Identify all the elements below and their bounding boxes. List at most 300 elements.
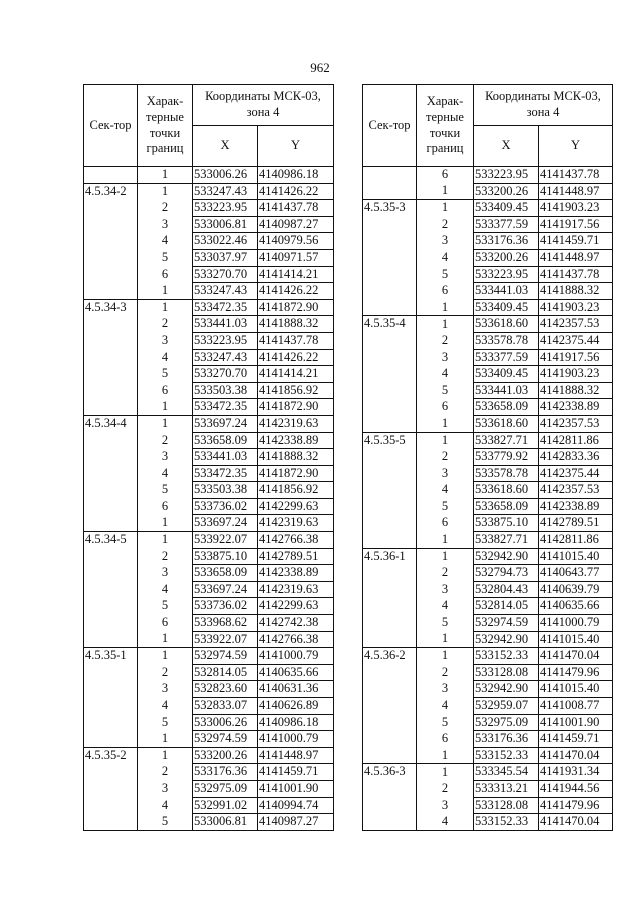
table-row: [363, 681, 613, 698]
table-row: [363, 747, 613, 764]
sector-cell: [84, 332, 138, 349]
point-cell: 5: [417, 266, 474, 283]
table-row: [84, 233, 334, 250]
x-cell: 533472.35: [193, 399, 258, 416]
x-cell: 533006.26: [193, 714, 258, 731]
x-cell: 533128.08: [474, 797, 539, 814]
point-cell: 2: [417, 332, 474, 349]
x-cell: 533779.92: [474, 449, 539, 466]
x-cell: 533377.59: [474, 349, 539, 366]
y-cell: 4142338.89: [258, 432, 334, 449]
x-cell: 533618.60: [474, 316, 539, 333]
sector-cell: [363, 349, 417, 366]
point-cell: 2: [417, 449, 474, 466]
sector-cell: 4.5.36-3: [363, 764, 417, 781]
x-cell: 533223.95: [474, 266, 539, 283]
x-cell: 533922.07: [193, 532, 258, 549]
y-cell: 4140635.66: [258, 664, 334, 681]
sector-cell: [363, 465, 417, 482]
x-cell: 533409.45: [474, 299, 539, 316]
y-cell: 4142319.63: [258, 581, 334, 598]
table-row: [363, 366, 613, 383]
x-cell: 533313.21: [474, 780, 539, 797]
point-cell: 3: [417, 233, 474, 250]
y-cell: 4141470.04: [539, 747, 613, 764]
table-row: [84, 747, 334, 764]
y-cell: 4141008.77: [539, 698, 613, 715]
sector-cell: [84, 631, 138, 648]
sector-cell: [84, 714, 138, 731]
table-row: [363, 698, 613, 715]
sector-cell: 4.5.35-1: [84, 648, 138, 665]
point-cell: 6: [417, 283, 474, 300]
x-cell: 533875.10: [474, 515, 539, 532]
table-row: [363, 532, 613, 549]
point-cell: 1: [417, 316, 474, 333]
point-cell: 6: [138, 382, 193, 399]
sector-cell: [363, 731, 417, 748]
table-row: [363, 249, 613, 266]
sector-cell: [84, 698, 138, 715]
y-cell: 4141426.22: [258, 283, 334, 300]
sector-cell: [84, 249, 138, 266]
point-cell: 1: [417, 548, 474, 565]
header-coords: Координаты МСК-03, зона 4: [474, 85, 613, 126]
sector-cell: 4.5.34-5: [84, 532, 138, 549]
y-cell: 4141872.90: [258, 299, 334, 316]
point-cell: 5: [417, 382, 474, 399]
sector-cell: 4.5.35-5: [363, 432, 417, 449]
point-cell: 5: [417, 615, 474, 632]
x-cell: 533968.62: [193, 615, 258, 632]
table-row: [84, 449, 334, 466]
sector-cell: [363, 415, 417, 432]
header-x: X: [193, 126, 258, 167]
y-cell: 4142375.44: [539, 332, 613, 349]
point-cell: 3: [138, 780, 193, 797]
y-cell: 4140987.27: [258, 216, 334, 233]
y-cell: 4141437.78: [539, 266, 613, 283]
y-cell: 4140631.36: [258, 681, 334, 698]
table-row: [84, 316, 334, 333]
x-cell: 533152.33: [474, 814, 539, 831]
sector-cell: [363, 283, 417, 300]
sector-cell: [363, 449, 417, 466]
point-cell: 1: [138, 183, 193, 200]
x-cell: 532975.09: [193, 780, 258, 797]
x-cell: 533472.35: [193, 299, 258, 316]
y-cell: 4141015.40: [539, 681, 613, 698]
sector-cell: [363, 780, 417, 797]
sector-cell: [363, 581, 417, 598]
sector-cell: [84, 515, 138, 532]
sector-cell: 4.5.35-3: [363, 200, 417, 217]
y-cell: 4140979.56: [258, 233, 334, 250]
x-cell: 532823.60: [193, 681, 258, 698]
y-cell: 4141448.97: [539, 249, 613, 266]
sector-cell: [84, 548, 138, 565]
point-cell: 1: [138, 631, 193, 648]
sector-cell: [363, 216, 417, 233]
table-row: [363, 233, 613, 250]
y-cell: 4140626.89: [258, 698, 334, 715]
point-cell: 3: [138, 449, 193, 466]
table-row: [363, 299, 613, 316]
table-row: [84, 167, 334, 184]
point-cell: 6: [417, 167, 474, 184]
point-cell: 1: [417, 648, 474, 665]
sector-cell: [84, 316, 138, 333]
x-cell: 533152.33: [474, 648, 539, 665]
header-y: Y: [258, 126, 334, 167]
point-cell: 3: [138, 565, 193, 582]
table-row: [363, 498, 613, 515]
x-cell: 533472.35: [193, 465, 258, 482]
header-sector: Сек-тор: [363, 85, 417, 167]
table-row: [363, 664, 613, 681]
table-row: [84, 266, 334, 283]
table-row: [84, 200, 334, 217]
x-cell: 533618.60: [474, 415, 539, 432]
y-cell: 4142357.53: [539, 316, 613, 333]
sector-cell: [363, 183, 417, 200]
sector-cell: [363, 482, 417, 499]
table-row: [363, 349, 613, 366]
y-cell: 4141001.90: [539, 714, 613, 731]
table-row: [84, 664, 334, 681]
point-cell: 2: [417, 565, 474, 582]
table-row: [363, 266, 613, 283]
point-cell: 1: [417, 631, 474, 648]
point-cell: 4: [138, 698, 193, 715]
point-cell: 4: [417, 249, 474, 266]
table-row: [84, 631, 334, 648]
table-row: [363, 465, 613, 482]
point-cell: 1: [138, 415, 193, 432]
y-cell: 4140994.74: [258, 797, 334, 814]
table-row: [363, 515, 613, 532]
table-row: [363, 183, 613, 200]
sector-cell: [84, 615, 138, 632]
table-row: [363, 399, 613, 416]
y-cell: 4142299.63: [258, 498, 334, 515]
x-cell: 533176.36: [193, 764, 258, 781]
y-cell: 4141015.40: [539, 631, 613, 648]
sector-cell: [84, 664, 138, 681]
point-cell: 1: [138, 648, 193, 665]
sector-cell: [84, 382, 138, 399]
table-row: [363, 415, 613, 432]
y-cell: 4142319.63: [258, 415, 334, 432]
table-row: [363, 216, 613, 233]
table-row: [84, 780, 334, 797]
sector-cell: [84, 349, 138, 366]
y-cell: 4142811.86: [539, 532, 613, 549]
y-cell: 4140986.18: [258, 167, 334, 184]
header-coords: Координаты МСК-03, зона 4: [193, 85, 334, 126]
x-cell: 533503.38: [193, 482, 258, 499]
y-cell: 4141888.32: [258, 449, 334, 466]
x-cell: 533270.70: [193, 366, 258, 383]
x-cell: 532975.09: [474, 714, 539, 731]
point-cell: 1: [138, 747, 193, 764]
table-row: [363, 332, 613, 349]
sector-cell: [363, 664, 417, 681]
x-cell: 533736.02: [193, 498, 258, 515]
table-row: [84, 598, 334, 615]
y-cell: 4141426.22: [258, 349, 334, 366]
sector-cell: 4.5.34-3: [84, 299, 138, 316]
y-cell: 4142338.89: [539, 498, 613, 515]
y-cell: 4141470.04: [539, 814, 613, 831]
point-cell: 6: [138, 266, 193, 283]
x-cell: 533006.81: [193, 216, 258, 233]
sector-cell: [84, 565, 138, 582]
table-row: [84, 731, 334, 748]
x-cell: 533503.38: [193, 382, 258, 399]
point-cell: 3: [417, 465, 474, 482]
y-cell: 4141888.32: [258, 316, 334, 333]
y-cell: 4141479.96: [539, 797, 613, 814]
table-row: [84, 532, 334, 549]
sector-cell: [363, 266, 417, 283]
point-cell: 1: [138, 167, 193, 184]
y-cell: 4141459.71: [258, 764, 334, 781]
point-cell: 4: [138, 349, 193, 366]
y-cell: 4142338.89: [539, 399, 613, 416]
sector-cell: [363, 299, 417, 316]
table-row: [363, 814, 613, 831]
table-row: [84, 814, 334, 831]
point-cell: 6: [417, 731, 474, 748]
x-cell: 533827.71: [474, 532, 539, 549]
x-cell: 533377.59: [474, 216, 539, 233]
y-cell: 4142357.53: [539, 482, 613, 499]
table-row: [363, 731, 613, 748]
y-cell: 4140987.27: [258, 814, 334, 831]
y-cell: 4142789.51: [258, 548, 334, 565]
point-cell: 3: [417, 797, 474, 814]
point-cell: 1: [138, 532, 193, 549]
x-cell: 532959.07: [474, 698, 539, 715]
x-cell: 533578.78: [474, 465, 539, 482]
x-cell: 533736.02: [193, 598, 258, 615]
y-cell: 4141944.56: [539, 780, 613, 797]
x-cell: 533658.09: [474, 399, 539, 416]
sector-cell: [84, 731, 138, 748]
x-cell: 533247.43: [193, 183, 258, 200]
table-row: [84, 615, 334, 632]
y-cell: 4141917.56: [539, 349, 613, 366]
point-cell: 6: [417, 515, 474, 532]
sector-cell: 4.5.36-2: [363, 648, 417, 665]
y-cell: 4141856.92: [258, 482, 334, 499]
y-cell: 4141459.71: [539, 233, 613, 250]
x-cell: 533441.03: [193, 316, 258, 333]
y-cell: 4141903.23: [539, 299, 613, 316]
sector-cell: 4.5.35-4: [363, 316, 417, 333]
point-cell: 1: [138, 399, 193, 416]
x-cell: 533247.43: [193, 283, 258, 300]
table-row: [363, 797, 613, 814]
sector-cell: [363, 332, 417, 349]
point-cell: 2: [417, 664, 474, 681]
point-cell: 1: [417, 764, 474, 781]
point-cell: 6: [138, 615, 193, 632]
x-cell: 533658.09: [474, 498, 539, 515]
sector-cell: [84, 366, 138, 383]
table-row: [363, 764, 613, 781]
y-cell: 4140971.57: [258, 249, 334, 266]
point-cell: 2: [138, 200, 193, 217]
sector-cell: 4.5.36-1: [363, 548, 417, 565]
sector-cell: [84, 449, 138, 466]
x-cell: 533223.95: [474, 167, 539, 184]
x-cell: 533128.08: [474, 664, 539, 681]
sector-cell: [363, 814, 417, 831]
table-row: [84, 216, 334, 233]
y-cell: 4141000.79: [258, 731, 334, 748]
sector-cell: [363, 615, 417, 632]
y-cell: 4141437.78: [539, 167, 613, 184]
sector-cell: [84, 399, 138, 416]
point-cell: 4: [417, 814, 474, 831]
point-cell: 5: [138, 249, 193, 266]
x-cell: 533618.60: [474, 482, 539, 499]
table-row: [363, 167, 613, 184]
point-cell: 3: [138, 216, 193, 233]
table-row: [363, 648, 613, 665]
sector-cell: [84, 814, 138, 831]
y-cell: 4141931.34: [539, 764, 613, 781]
table-row: [363, 598, 613, 615]
point-cell: 3: [417, 581, 474, 598]
x-cell: 532814.05: [474, 598, 539, 615]
point-cell: 1: [138, 731, 193, 748]
x-cell: 532942.90: [474, 681, 539, 698]
sector-cell: [84, 432, 138, 449]
table-row: [84, 382, 334, 399]
point-cell: 2: [138, 664, 193, 681]
point-cell: 4: [138, 465, 193, 482]
header-x: X: [474, 126, 539, 167]
header-points: Харак-терные точки границ: [138, 85, 193, 167]
y-cell: 4141903.23: [539, 200, 613, 217]
header-sector: Сек-тор: [84, 85, 138, 167]
point-cell: 5: [138, 714, 193, 731]
table-row: [84, 548, 334, 565]
x-cell: 533922.07: [193, 631, 258, 648]
y-cell: 4141437.78: [258, 332, 334, 349]
x-cell: 532942.90: [474, 548, 539, 565]
y-cell: 4142811.86: [539, 432, 613, 449]
point-cell: 1: [417, 200, 474, 217]
y-cell: 4142789.51: [539, 515, 613, 532]
x-cell: 533270.70: [193, 266, 258, 283]
x-cell: 533022.46: [193, 233, 258, 250]
table-row: [363, 615, 613, 632]
table-row: [363, 449, 613, 466]
header-y: Y: [539, 126, 613, 167]
y-cell: 4141888.32: [539, 283, 613, 300]
sector-cell: [84, 482, 138, 499]
x-cell: 533875.10: [193, 548, 258, 565]
sector-cell: [84, 200, 138, 217]
point-cell: 4: [417, 366, 474, 383]
sector-cell: [84, 266, 138, 283]
sector-cell: [84, 797, 138, 814]
point-cell: 1: [138, 283, 193, 300]
table-row: [84, 565, 334, 582]
table-row: [84, 482, 334, 499]
point-cell: 2: [417, 780, 474, 797]
sector-cell: [84, 233, 138, 250]
table-row: [363, 714, 613, 731]
table-row: [363, 482, 613, 499]
x-cell: 532804.43: [474, 581, 539, 598]
point-cell: 4: [138, 797, 193, 814]
y-cell: 4141015.40: [539, 548, 613, 565]
point-cell: 4: [417, 482, 474, 499]
sector-cell: [363, 565, 417, 582]
table-row: [363, 581, 613, 598]
sector-cell: [363, 233, 417, 250]
table-row: [84, 399, 334, 416]
table-row: [84, 764, 334, 781]
point-cell: 6: [417, 399, 474, 416]
y-cell: 4141448.97: [539, 183, 613, 200]
y-cell: 4140643.77: [539, 565, 613, 582]
point-cell: 1: [417, 299, 474, 316]
table-row: [363, 283, 613, 300]
table-row: [84, 283, 334, 300]
table-row: [84, 465, 334, 482]
x-cell: 532974.59: [474, 615, 539, 632]
point-cell: 5: [138, 598, 193, 615]
sector-cell: 4.5.34-4: [84, 415, 138, 432]
table-row: [363, 631, 613, 648]
point-cell: 5: [417, 498, 474, 515]
point-cell: 1: [138, 299, 193, 316]
table-row: [363, 565, 613, 582]
point-cell: 5: [138, 814, 193, 831]
y-cell: 4141414.21: [258, 366, 334, 383]
coordinates-table-left: [83, 84, 334, 831]
x-cell: 533441.03: [474, 283, 539, 300]
point-cell: 2: [138, 316, 193, 333]
sector-cell: [84, 167, 138, 184]
sector-cell: [363, 366, 417, 383]
point-cell: 1: [138, 515, 193, 532]
x-cell: 533827.71: [474, 432, 539, 449]
sector-cell: [84, 498, 138, 515]
x-cell: 533247.43: [193, 349, 258, 366]
x-cell: 533006.26: [193, 167, 258, 184]
sector-cell: [84, 681, 138, 698]
table-row: [84, 415, 334, 432]
sector-cell: [84, 764, 138, 781]
sector-cell: [363, 714, 417, 731]
y-cell: 4140986.18: [258, 714, 334, 731]
table-row: [84, 797, 334, 814]
table-row: [84, 648, 334, 665]
y-cell: 4141888.32: [539, 382, 613, 399]
y-cell: 4142357.53: [539, 415, 613, 432]
point-cell: 3: [138, 332, 193, 349]
x-cell: 533409.45: [474, 200, 539, 217]
table-row: [363, 382, 613, 399]
x-cell: 533176.36: [474, 731, 539, 748]
